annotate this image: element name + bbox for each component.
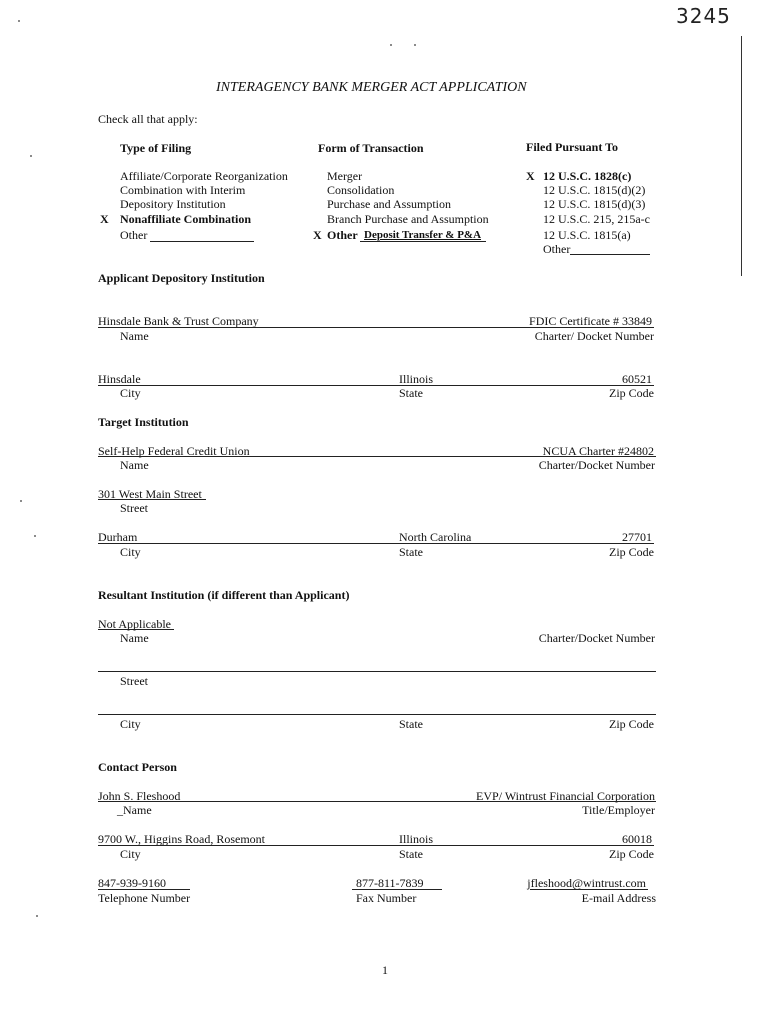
zip-caption: Zip Code [609,386,654,400]
scan-speck [414,44,416,46]
target-state: North Carolina [399,530,472,544]
name-caption: _Name [117,803,152,817]
state-caption: State [399,386,423,400]
charter-caption: Charter/Docket Number [538,458,655,472]
transaction-option: Consolidation [327,183,395,197]
charter-caption: Charter/Docket Number [538,631,655,645]
resultant-header: Resultant Institution (if different than Applicant) [98,588,350,602]
target-street-line [98,499,206,500]
transaction-check-mark: X [313,228,322,242]
filed-pursuant-header: Filed Pursuant To [526,140,619,154]
applicant-name-line [98,327,654,328]
contact-phone-line [98,889,190,890]
handwritten-document-number: 3245 [676,4,731,28]
street-caption: Street [120,674,148,688]
city-caption: City [120,386,141,400]
applicant-city-line [98,385,654,386]
check-all-instruction: Check all that apply: [98,112,198,126]
target-street: 301 West Main Street [98,487,202,501]
name-caption: Name [120,329,149,343]
target-header: Target Institution [98,415,189,429]
transaction-other-line [360,241,486,242]
filing-option: Affiliate/Corporate Reorganization [120,169,288,183]
contact-fax: 877-811-7839 [356,876,424,890]
contact-phone: 847-939-9160 [98,876,166,890]
filing-check-mark: X [100,212,109,226]
city-caption: City [120,717,141,731]
zip-caption: Zip Code [609,717,654,731]
form-title: INTERAGENCY BANK MERGER ACT APPLICATION [216,80,527,95]
scan-speck [30,155,32,157]
pursuant-check-mark: X [526,169,535,183]
contact-header: Contact Person [98,760,177,774]
name-caption: Name [120,458,149,472]
applicant-charter: FDIC Certificate # 33849 [529,314,652,328]
form-of-transaction-header: Form of Transaction [318,141,424,155]
state-caption: State [399,847,423,861]
pursuant-option: 12 U.S.C. 1815(d)(2) [543,183,646,197]
zip-caption: Zip Code [609,545,654,559]
filing-other-line [150,241,254,242]
resultant-city-line [98,714,656,715]
contact-zip: 60018 [622,832,652,846]
filing-option-selected: Nonaffiliate Combination [120,212,252,226]
contact-name: John S. Fleshood [98,789,181,803]
resultant-name-line [98,629,174,630]
pursuant-option: Other [543,242,571,256]
telephone-caption: Telephone Number [98,891,191,905]
target-city-line [98,543,654,544]
state-caption: State [399,717,423,731]
applicant-city: Hinsdale [98,372,141,386]
city-caption: City [120,545,141,559]
title-caption: Title/Employer [582,803,655,817]
contact-fax-line [352,889,442,890]
applicant-state: Illinois [399,372,434,386]
city-caption: City [120,847,141,861]
contact-email: jfleshood@wintrust.com [527,876,646,890]
charter-caption: Charter/ Docket Number [534,329,654,343]
street-caption: Street [120,501,148,515]
pursuant-option: 12 U.S.C. 1815(d)(3) [543,197,646,211]
scan-speck [36,915,38,917]
target-name-line [98,456,656,457]
scan-speck [20,500,22,502]
filing-option: Combination with Interim [120,183,246,197]
filing-option: Other [120,228,148,242]
scan-speck [34,535,36,537]
applicant-header: Applicant Depository Institution [98,271,265,285]
page-number: 1 [382,963,388,977]
resultant-name: Not Applicable [98,617,171,631]
contact-title: EVP/ Wintrust Financial Corporation [476,789,655,803]
contact-address-line [98,845,654,846]
fax-caption: Fax Number [356,891,417,905]
filing-option: Depository Institution [120,197,226,211]
scan-speck [390,44,392,46]
contact-name-line [98,801,656,802]
transaction-option: Purchase and Assumption [327,197,451,211]
target-name: Self-Help Federal Credit Union [98,444,250,458]
pursuant-option-selected: 12 U.S.C. 1828(c) [543,169,632,183]
target-zip: 27701 [622,530,652,544]
pursuant-other-line [570,254,650,255]
transaction-other-value: Deposit Transfer & P&A [364,229,482,241]
email-caption: E-mail Address [581,891,656,905]
transaction-option: Branch Purchase and Assumption [327,212,489,226]
contact-state: Illinois [399,832,434,846]
target-city: Durham [98,530,138,544]
contact-address: 9700 W., Higgins Road, Rosemont [98,832,266,846]
pursuant-option: 12 U.S.C. 1815(a) [543,228,631,242]
applicant-zip: 60521 [622,372,652,386]
zip-caption: Zip Code [609,847,654,861]
target-charter: NCUA Charter #24802 [542,444,654,458]
pursuant-option: 12 U.S.C. 215, 215a-c [543,212,650,226]
contact-email-line [530,889,648,890]
type-of-filing-header: Type of Filing [120,141,192,155]
scan-speck [18,20,20,22]
name-caption: Name [120,631,149,645]
applicant-name: Hinsdale Bank & Trust Company [98,314,259,328]
state-caption: State [399,545,423,559]
transaction-option: Merger [327,169,363,183]
resultant-street-line [98,671,656,672]
right-margin-line [741,36,742,276]
transaction-option-selected: Other [327,228,358,242]
